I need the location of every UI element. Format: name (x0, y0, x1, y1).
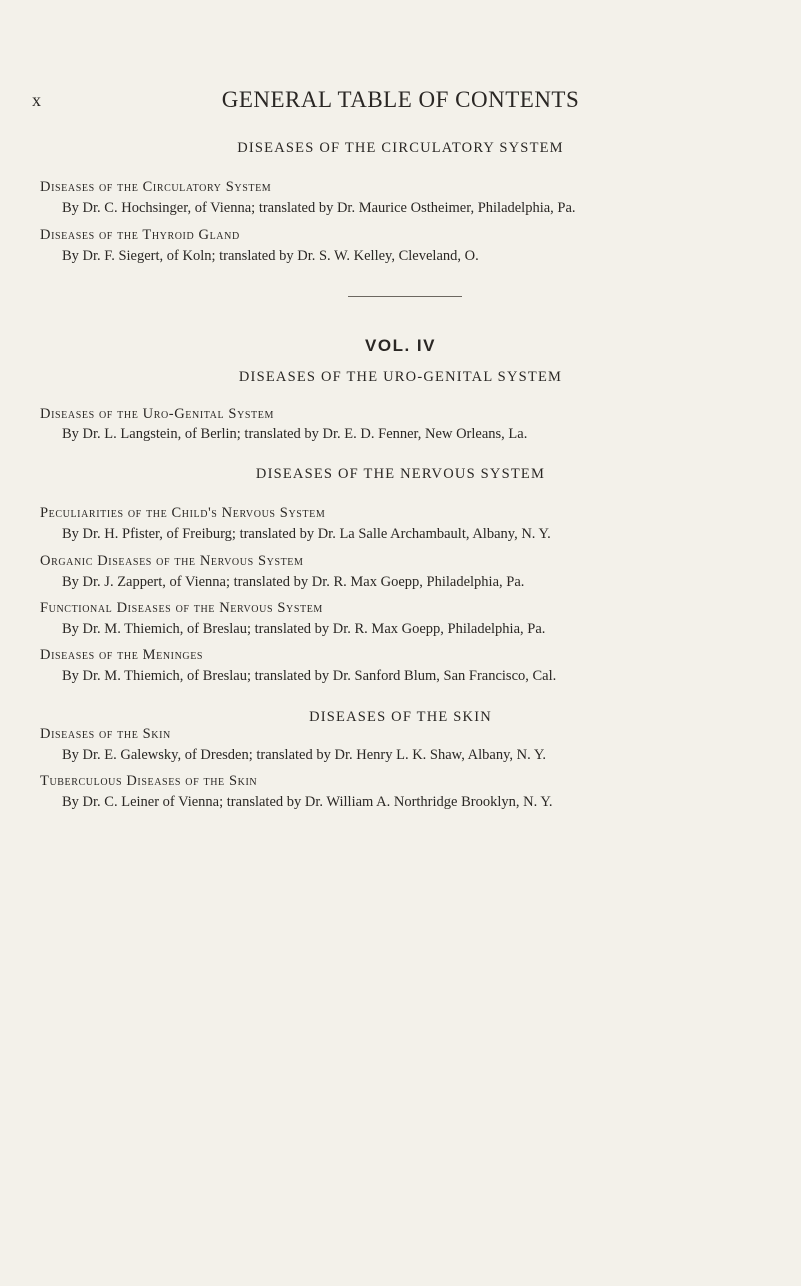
entry-title: Diseases of the Thyroid Gland (40, 227, 240, 243)
entry-title: Peculiarities of the Child's Nervous System (40, 505, 326, 521)
entry-title: Diseases of the Circulatory System (40, 179, 272, 195)
entry-byline: By Dr. J. Zappert, of Vienna; translated by Dr. R. Max Goepp, Philadelphia, Pa. (62, 574, 525, 590)
section-heading-skin: DISEASES OF THE SKIN (309, 709, 492, 725)
entry-byline: By Dr. C. Leiner of Vienna; translated by Dr. William A. Northridge Brooklyn, N. Y. (62, 794, 553, 810)
section-heading-uro-genital: DISEASES OF THE URO-GENITAL SYSTEM (238, 369, 563, 385)
entry-byline: By Dr. E. Galewsky, of Dresden; translated by Dr. Henry L. K. Shaw, Albany, N. Y. (62, 747, 547, 763)
entry-byline: By Dr. F. Siegert, of Koln; translated by Dr. S. W. Kelley, Cleveland, O. (62, 248, 479, 264)
entry-title: Diseases of the Uro-Genital System (40, 406, 274, 422)
entry-byline: By Dr. M. Thiemich, of Breslau; translated by Dr. Sanford Blum, San Francisco, Cal. (62, 668, 557, 684)
entry-title: Tuberculous Diseases of the Skin (40, 773, 258, 789)
entry-byline: By Dr. C. Hochsinger, of Vienna; translated by Dr. Maurice Ostheimer, Philadelphia, Pa. (62, 200, 576, 216)
entry-title: Functional Diseases of the Nervous System (40, 600, 323, 616)
entry-title: Organic Diseases of the Nervous System (40, 553, 304, 569)
entry-byline: By Dr. L. Langstein, of Berlin; translated by Dr. E. D. Fenner, New Orleans, La. (62, 426, 528, 442)
entry-title: Diseases of the Meninges (40, 647, 204, 663)
page-number: x (32, 90, 41, 110)
section-heading-nervous: DISEASES OF THE NERVOUS SYSTEM (255, 466, 546, 482)
volume-heading: VOL. IV (365, 336, 436, 355)
entry-title: Diseases of the Skin (40, 726, 171, 742)
entry-byline: By Dr. H. Pfister, of Freiburg; translated by Dr. La Salle Archambault, Albany, N. Y. (62, 526, 551, 542)
entry-byline: By Dr. M. Thiemich, of Breslau; translated by Dr. R. Max Goepp, Philadelphia, Pa. (62, 621, 546, 637)
section-heading-circulatory: DISEASES OF THE CIRCULATORY SYSTEM (237, 140, 564, 156)
section-divider-rule (348, 296, 462, 297)
running-head: GENERAL TABLE OF CONTENTS (221, 87, 580, 112)
